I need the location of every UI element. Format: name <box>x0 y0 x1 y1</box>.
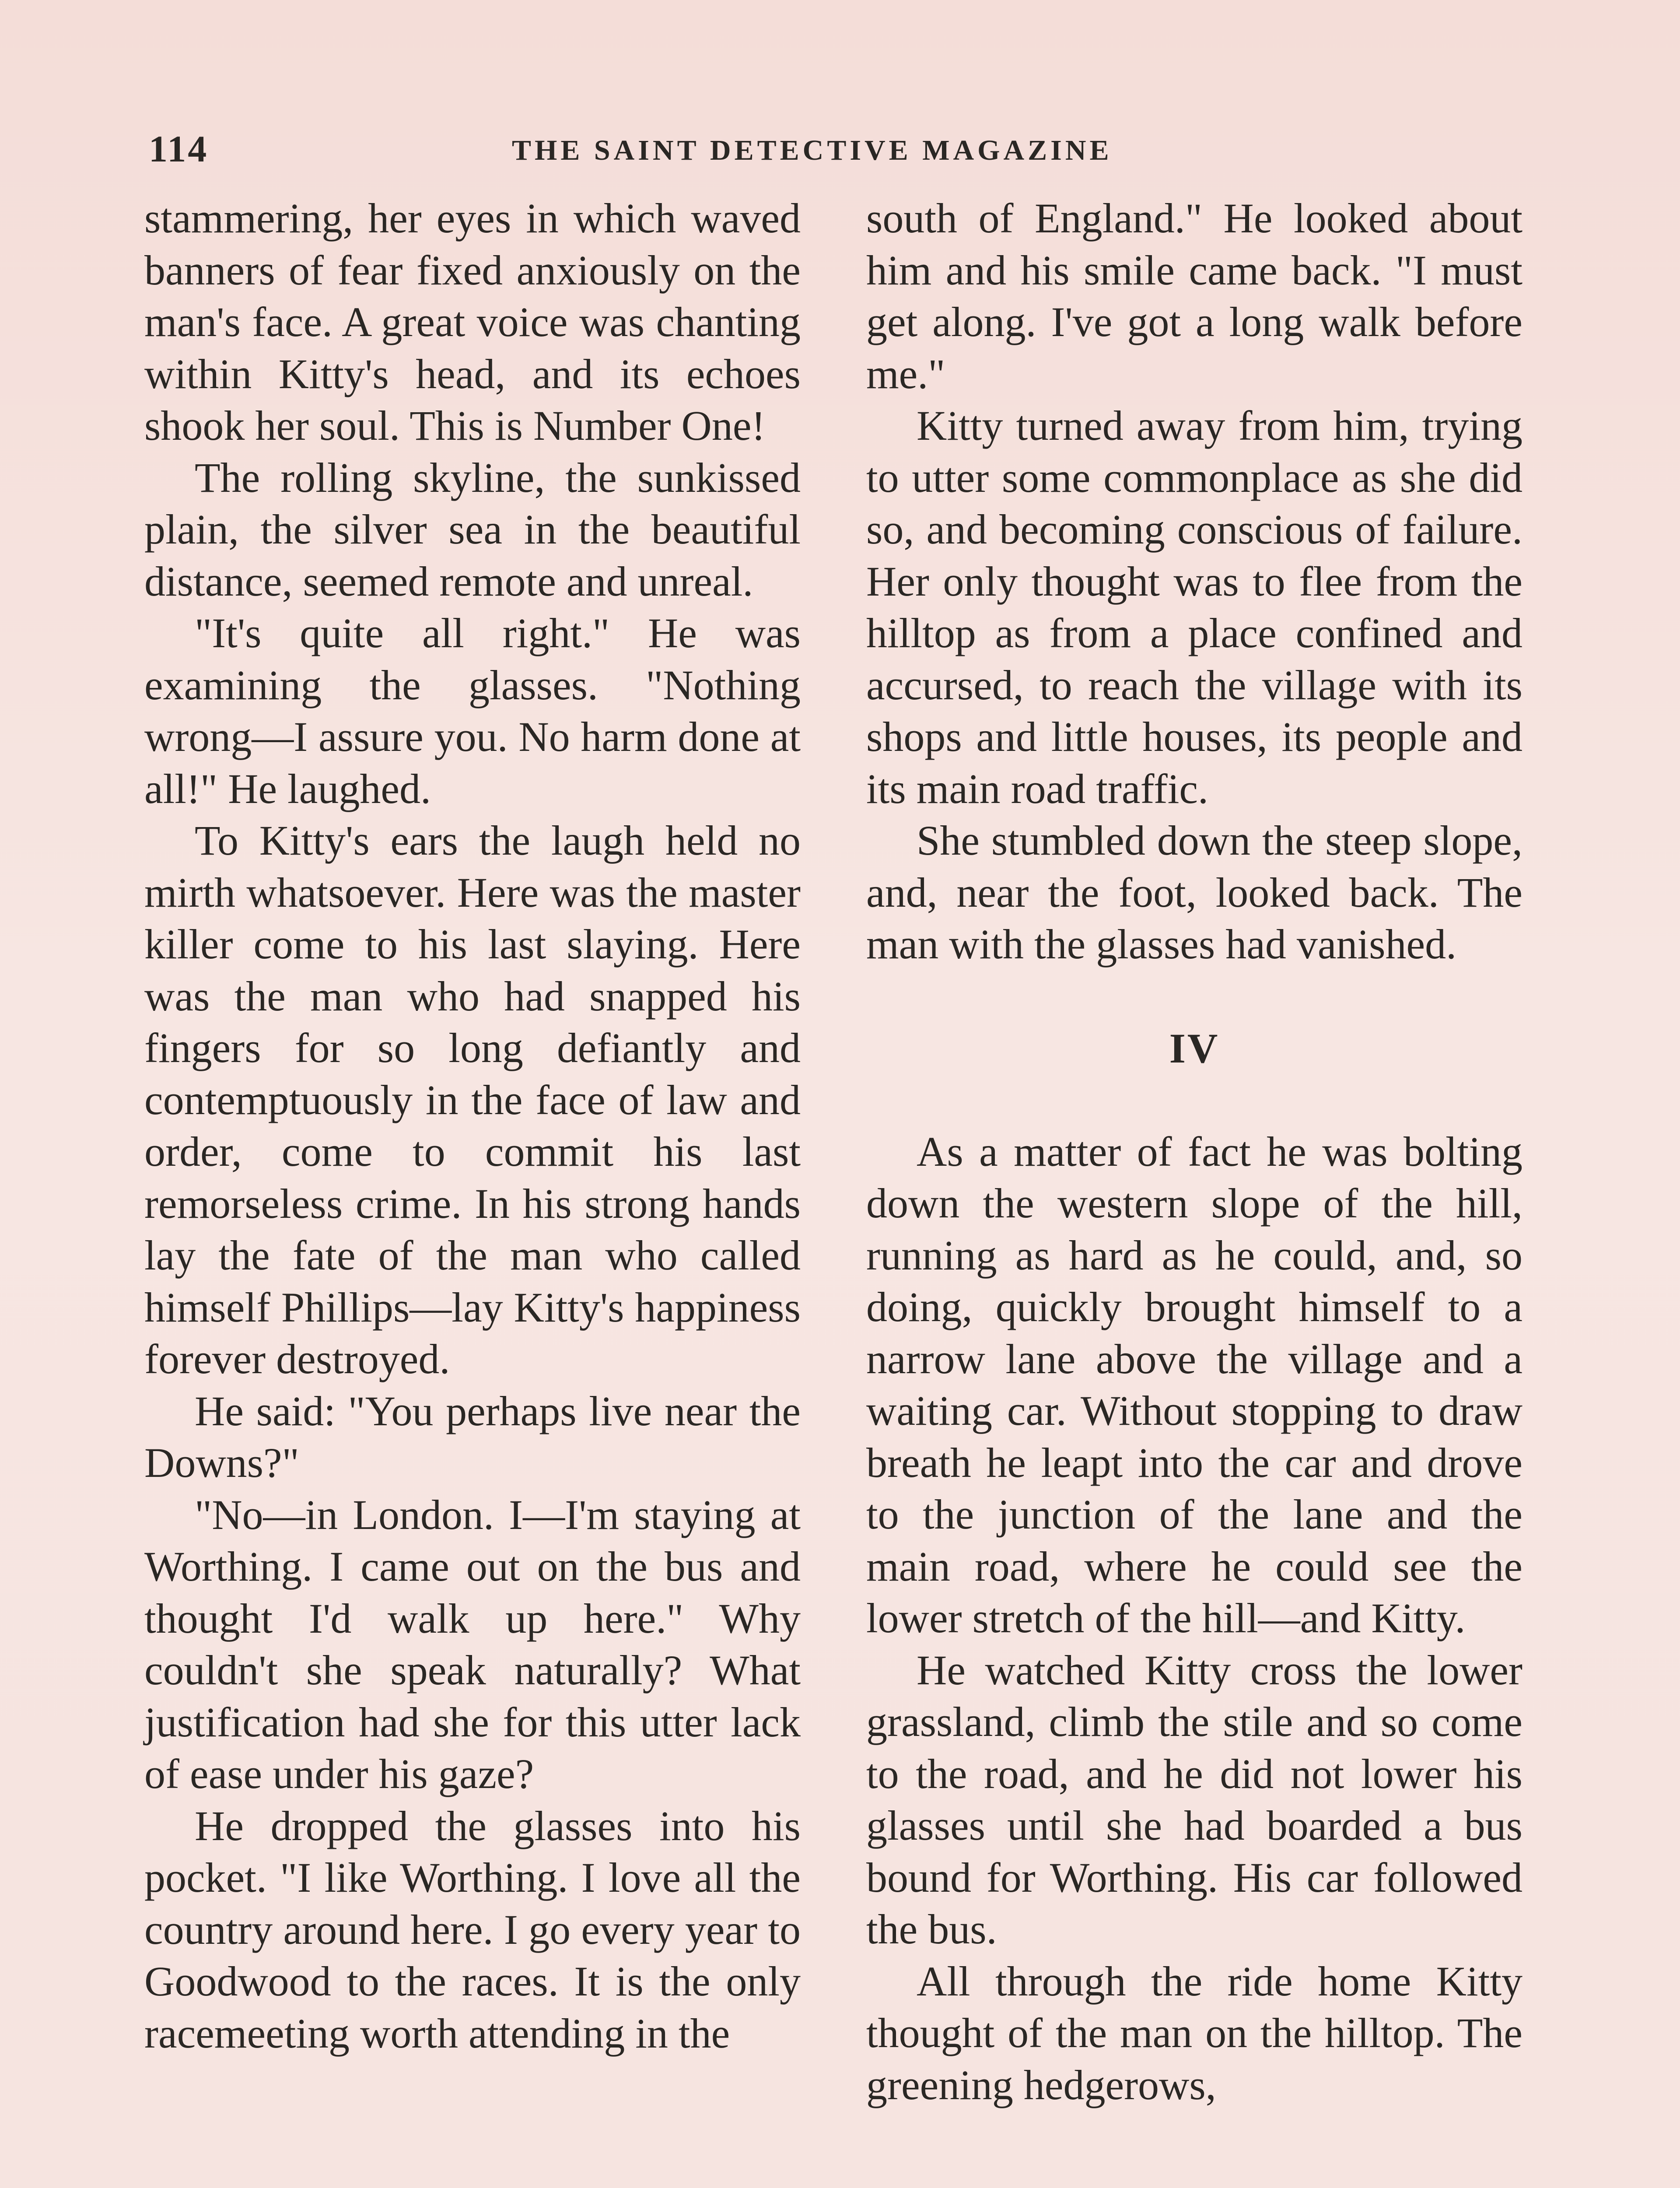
page-number: 114 <box>149 128 209 170</box>
paragraph: "No—in London. I—I'm staying at Worthing. I came out on the bus and thought I'd walk up here." Why couldn't she speak naturally? What justification had she for this utter lack of ease under his gaze? <box>144 1491 801 1797</box>
paragraph: "It's quite all right." He was examining the glasses. "Nothing wrong—I assure you. No harm done at all!" He laughed. <box>144 610 801 812</box>
left-column <box>144 193 801 2059</box>
paragraph: As a matter of fact he was bolting down the western slope of the hill, running as hard as he could, and, so doing, quickly brought himself to a narrow lane above the village and a waiting car. Without stopping to draw breath he leapt into the car and drove to the junction of the lane and the main road, where he could see the lower stretch of the hill—and Kitty. <box>866 1128 1522 1641</box>
section-heading: IV <box>1169 1024 1220 1072</box>
paragraph: She stumbled down the steep slope, and, near the foot, looked back. The man with the glasses had vanished. <box>866 817 1522 968</box>
paragraph: He said: "You perhaps live near the Downs?" <box>144 1387 801 1486</box>
page-header <box>149 127 1531 184</box>
paragraph: Kitty turned away from him, trying to utter some commonplace as she did so, and becoming conscious of failure. Her only thought was to flee from the hilltop as from a place confined and accursed, to reach the village with its shops and little houses, its people and its main road traffic. <box>866 402 1522 812</box>
right-column <box>866 193 1522 2111</box>
paragraph: He dropped the glasses into his pocket. "I like Worthing. I love all the country around here. I go every year to Goodwood to the races. It is the only racemeeting worth attending in the <box>144 1802 801 2057</box>
running-head: THE SAINT DETECTIVE MAGAZINE <box>512 134 1113 166</box>
paragraph: All through the ride home Kitty thought of the man on the hilltop. The greening hedgerows, <box>866 1957 1522 2108</box>
paragraph: The rolling skyline, the sunkissed plain, the silver sea in the beautiful distance, seemed remote and unreal. <box>144 454 801 605</box>
paragraph: south of England." He looked about him and his smile came back. "I must get along. I've got a long walk before me." <box>866 195 1522 397</box>
paragraph: He watched Kitty cross the lower grassland, climb the stile and so come to the road, and he did not lower his glasses until she had boarded a bus bound for Worthing. His car followed the bus. <box>866 1646 1522 1953</box>
paragraph: To Kitty's ears the laugh held no mirth whatsoever. Here was the master killer come to his last slaying. Here was the man who had snapped his fingers for so long defiantly and contemptuously in the face of law and order, come to commit his last remorseless crime. In his strong hands lay the fate of the man who called himself Phillips—lay Kitty's happiness forever destroyed. <box>144 817 801 1382</box>
paragraph: stammering, her eyes in which waved banners of fear fixed anxiously on the man's face. A great voice was chanting within Kitty's head, and its echoes shook her soul. This is Number One! <box>144 195 801 449</box>
